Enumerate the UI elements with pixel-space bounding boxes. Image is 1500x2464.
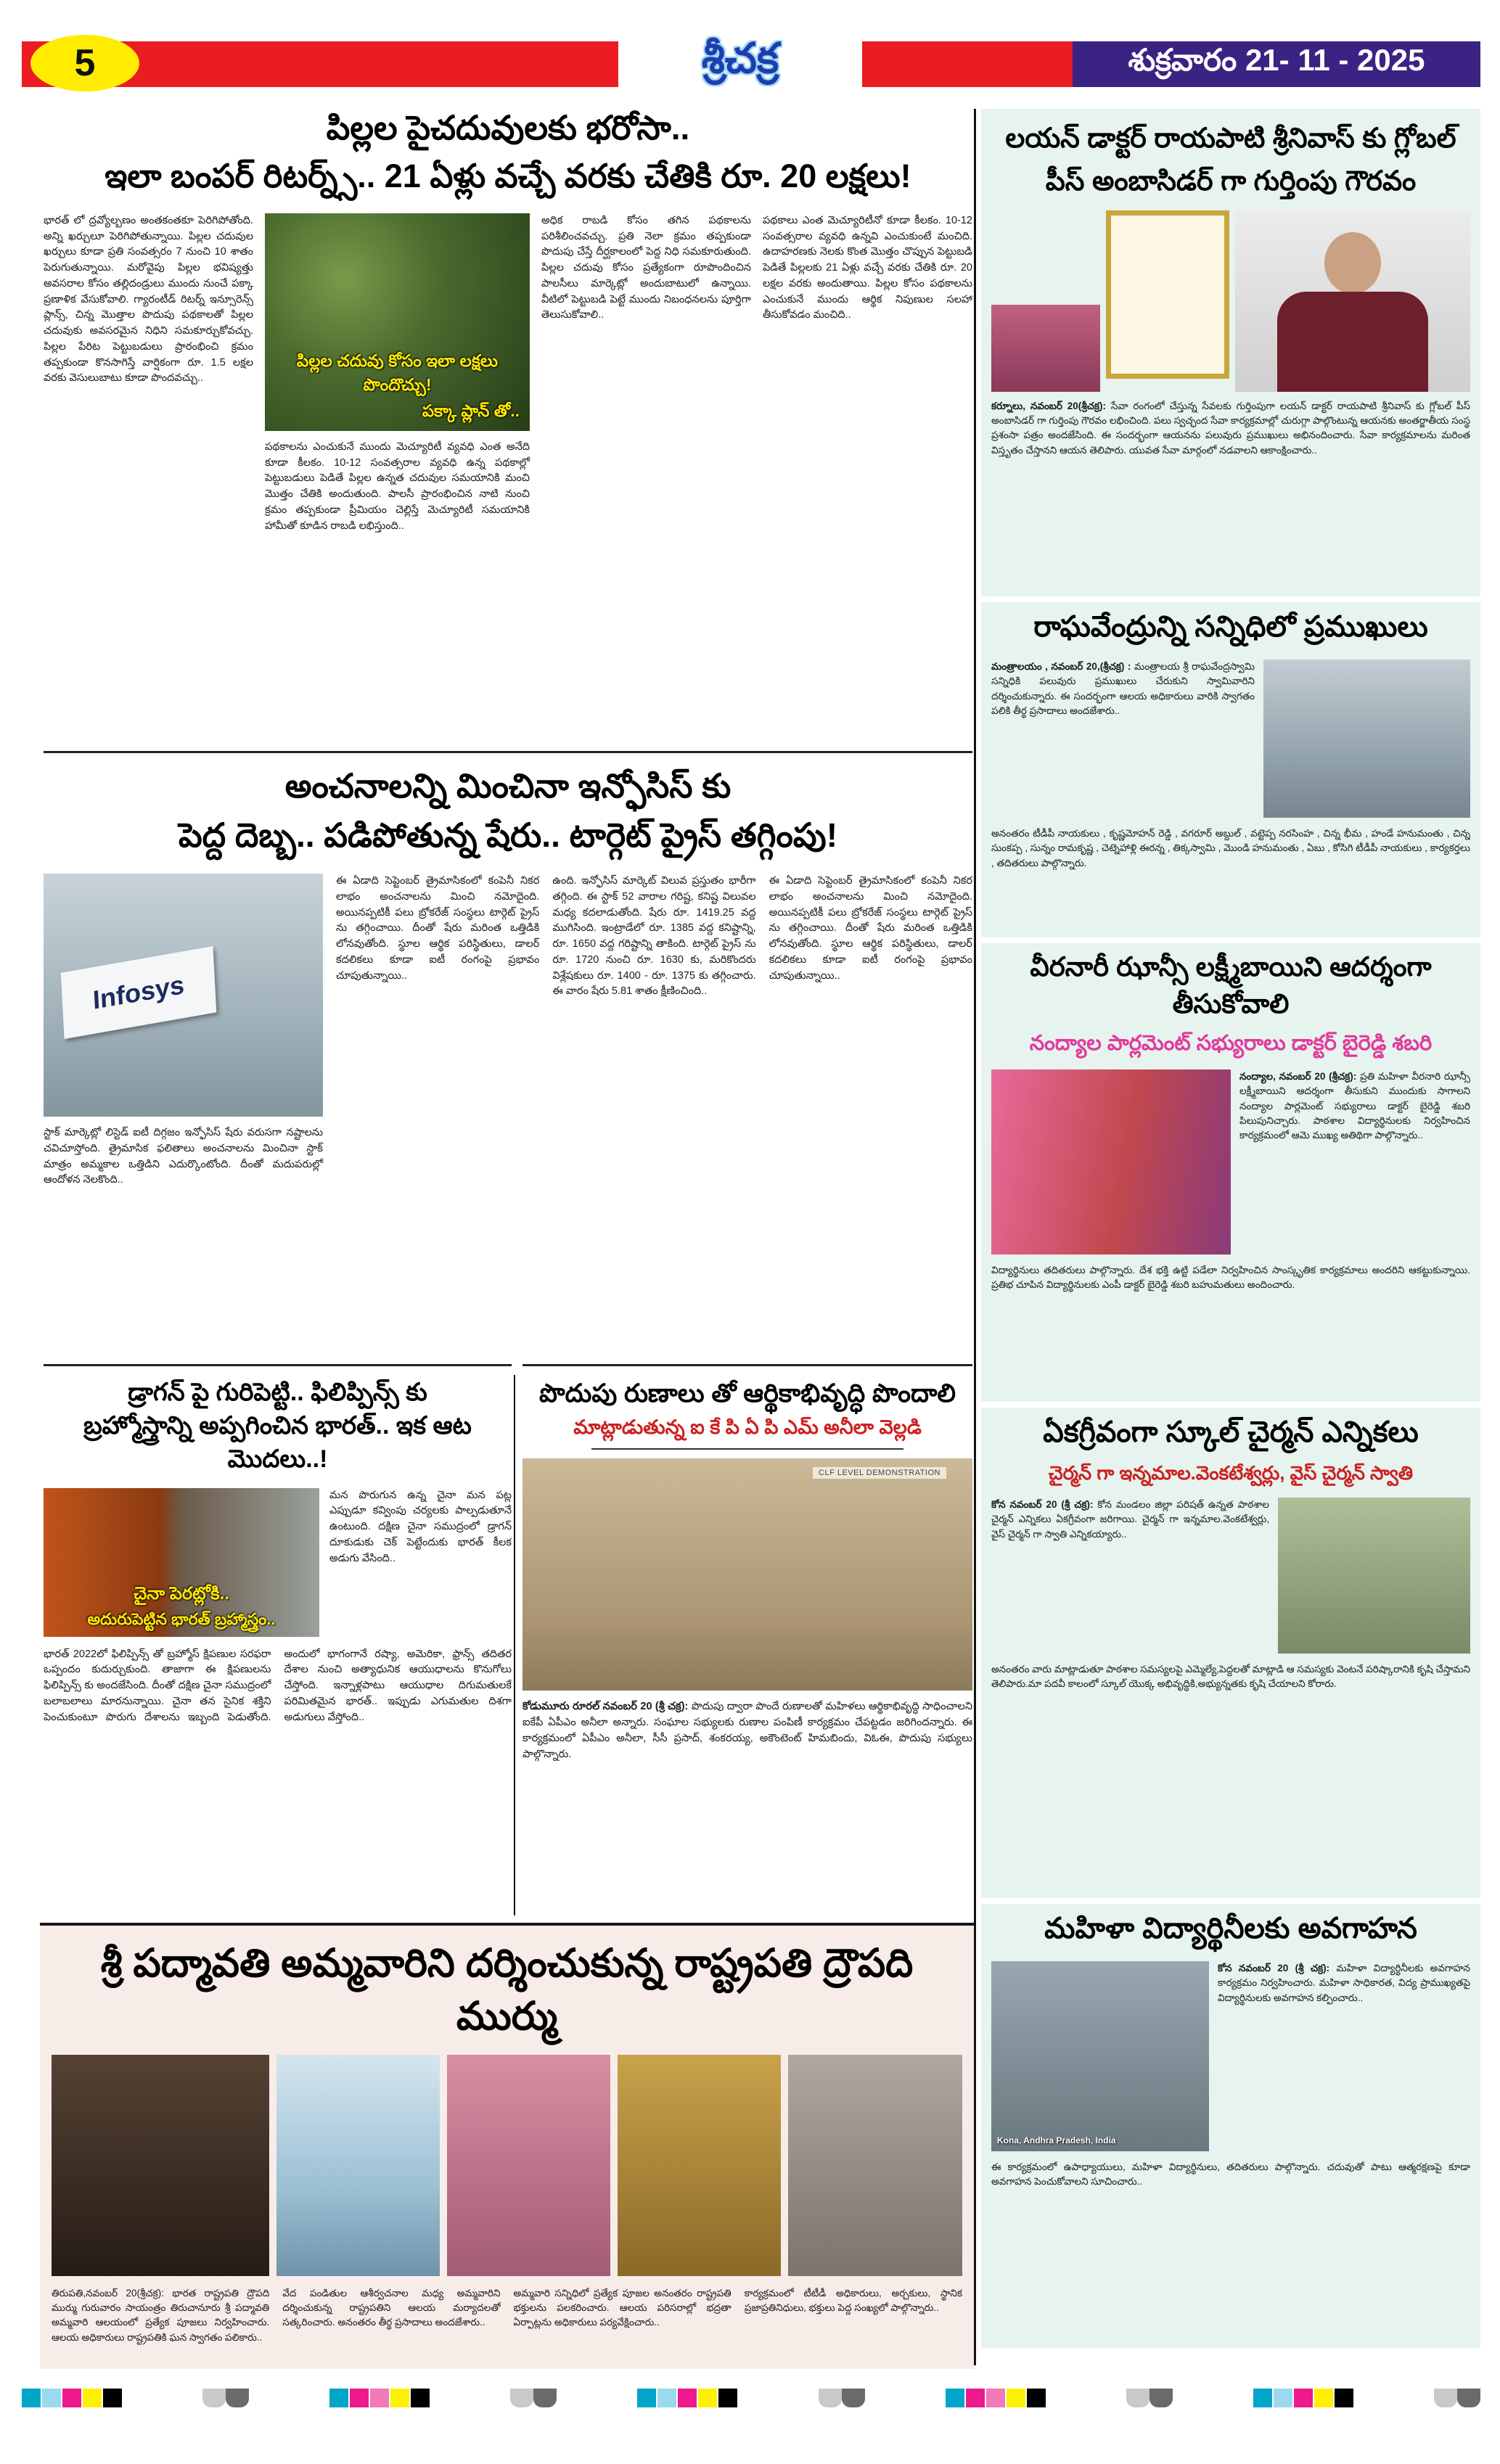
photo-school-group <box>1278 1498 1470 1654</box>
subheadline: చైర్మన్ గా ఇన్నమాల.వెంకటేశ్వర్లు, వైస్ చైర్మన్ స్వాతి <box>1048 1462 1414 1484</box>
dateline: కర్నూలు, నవంబర్ 20(శ్రీచక్ర): <box>991 400 1107 411</box>
page-number: 5 <box>74 42 96 84</box>
photo-caption: పిల్లల చదువు కోసం ఇలా లక్షలు పొందొచ్చు! <box>296 350 499 394</box>
photo-temple-rituals <box>52 2055 269 2276</box>
photo-caption: పక్కా ప్లాన్ తో.. <box>422 401 520 420</box>
body-text: ఈ కార్యక్రమంలో ఉపాధ్యాయులు, మహిళా విద్యార్థినులు, తదితరులు పాల్గొన్నారు. చదువుతో పాటు ఆత్మరక్షణపై కూడా అవగాహన పెంచుకోవాలని సూచించారు.. <box>991 2161 1470 2188</box>
body-text: ప్రతి మహిళా వీరనారి ఝాన్సీ లక్ష్మీబాయిని ఆదర్శంగా తీసుకుని ముందుకు సాగాలని నంద్యాల పార్లమెంట్ సభ్యురాలు డాక్టర్ బైరెడ్డి శబరి పిలుపునిచ్చారు. పాఠశాల విద్యార్థినులకు నిర్వహించిన కార్యక్రమంలో ఆమె ముఖ్య అతిథిగా పాల్గొన్నారు.. <box>1239 1071 1470 1141</box>
photo-mother-child <box>265 213 530 431</box>
article-podupu-loans <box>522 1364 972 1917</box>
article-body <box>522 1699 972 1873</box>
photo-mantralayam-temple <box>1263 660 1470 818</box>
article-president-visit <box>40 1923 974 2369</box>
article-jhansi-lakshmibai <box>981 943 1480 1402</box>
page-number-badge <box>30 35 139 91</box>
headline: లయన్ డాక్టర్ రాయపాటి శ్రీనివాస్ కు గ్లోబల్ <box>1005 123 1456 154</box>
issue-date: శుక్రవారం 21- 11 - 2025 <box>1128 43 1425 77</box>
print-color-bars <box>22 2389 1480 2407</box>
article-school-chairman <box>981 1408 1480 1898</box>
gray-bar <box>202 2389 249 2407</box>
body-column: పథకాలను ఎంచుకునే ముందు మెచ్యూరిటీ వ్యవధి ఎంత అనేది కూడా కీలకం. 10-12 సంవత్సరాల వ్యవధి ఉన్న పథకాల్లో పెట్టుబడులు పెడితే పిల్లల ఉన్నత చదువుల సమయానికి మంచి మొత్తం చేతికి అందుతుంది. పాలసీ ప్రారంభించిన నాటి నుంచి క్రమం తప్పకుండా ప్రీమియం చెల్లిస్తే మెచ్యూరిటీ సమయానికి హామీతో కూడిన రాబడి లభిస్తుంది.. <box>265 440 530 532</box>
photo-temple-interior <box>618 2055 781 2276</box>
body-column: పథకాలు ఎంత మెచ్యూరిటీనో కూడా కీలకం. 10-12 సంవత్సరాల వ్యవధి ఉన్నవి ఎంచుకుంటే మంచిది. ఉదాహరణకు నెలకు కొంత మొత్తం చొప్పున పెట్టుబడి పెడితే పిల్లలకు 21 ఏళ్లు వచ్చే వరకు చేతికి రూ. 20 లక్షల వరకు అందుతాయి. పిల్లల కోసం పథకాలను ఎంచుకునే ముందు ఆర్థిక నిపుణుల సలహా తీసుకోవడం మంచిది.. <box>763 214 972 321</box>
body-column: కార్యక్రమంలో టీటీడీ అధికారులు, అర్చకులు, స్థానిక ప్రజాప్రతినిధులు, భక్తులు పెద్ద సంఖ్యలో పాల్గొన్నారు.. <box>744 2287 962 2314</box>
photo-gopuram <box>276 2055 440 2276</box>
headline: పీస్ అంబాసిడర్ గా గుర్తింపు గౌరవం <box>1045 165 1417 197</box>
dateline: కోన నవంబర్ 20 (శ్రీ చక్ర): <box>1218 1963 1330 1974</box>
article-body: భారత్ 2022లో ఫిలిప్పిన్స్ తో బ్రహ్మోస్ క్షిపణుల సరఫరా ఒప్పందం కుదుర్చుకుంది. తాజాగా ఈ క్షిపణులను ఫిలిప్పిన్స్ కు అందజేసింది. దీంతో దక్షిణ చైనా సముద్రంలో బలాబలాలు మారనున్నాయి. చైనా తన సైనిక శక్తిని పెంచుకుంటూ పొరుగు దేశాలను ఇబ్బంది పెడుతోంది. అందులో భాగంగానే రష్యా, అమెరికా, ఫ్రాన్స్ తదితర దేశాల నుంచి అత్యాధునిక ఆయుధాలను కొనుగోలు చేస్తోంది. ఇన్నాళ్లపాటు ఆయుధాల దిగుమతులకే పరిమితమైన భారత్.. ఇప్పుడు ఎగుమతుల దిశగా అడుగులు వేస్తోంది.. <box>44 1648 512 1723</box>
headline: ఇలా బంపర్ రిటర్న్స్.. 21 ఏళ్లు వచ్చే వరకు చేతికి రూ. 20 లక్షలు! <box>104 157 911 195</box>
headline: రాఘవేంద్రున్ని సన్నిధిలో ప్రముఖులు <box>1033 611 1428 643</box>
photo-doctor-portrait <box>1235 210 1470 392</box>
dateline: కోడుమూరు రూరల్ నవంబర్ 20 (శ్రీ చక్ర): <box>522 1701 689 1713</box>
headline: శ్రీ పద్మావతి అమ్మవారిని దర్శించుకున్న రాష్ట్రపతి ద్రౌపది ముర్ము <box>100 1942 914 2038</box>
photo-xi-modi <box>44 1488 319 1637</box>
article-body <box>991 1498 1269 1654</box>
photo-banner-text: CLF LEVEL DEMONSTRATION <box>813 1467 946 1479</box>
body-column: తిరుపతి,నవంబర్ 20(శ్రీచక్ర): భారత రాష్ట్రపతి ద్రౌపది ముర్ము గురువారం సాయంత్రం తిరుచానూరు శ్రీ పద్మావతి అమ్మవారి ఆలయంలో ప్రత్యేక పూజలు నిర్వహించారు. ఆలయ అధికారులు రాష్ట్రపతికి ఘన స్వాగతం పలికారు.. <box>52 2287 270 2343</box>
body-text: అనంతరం వారు మాట్లాడుతూ పాఠశాల సమస్యలపై ఎమ్మెల్యే,పెద్దలతో మాట్లాడి ఆ సమస్యకు వెంటనే పరిష్కారానికి కృషి చేస్తామని తెలిపారు.మా పదవీ కాలంలో స్కూల్ యొక్క అభివృద్ధికి,అభ్యున్నతకు కృషి చేయాలని కోరారు. <box>991 1664 1470 1690</box>
masthead-logo: శ్రీచక్ర <box>701 35 779 82</box>
cmyk-bar <box>637 2389 737 2407</box>
body-column: స్టాక్ మార్కెట్లో లిస్టెడ్ ఐటీ దిగ్గజం ఇన్ఫోసిస్ షేరు వరుసగా నష్టాలను చవిచూస్తోంది. త్రైమాసిక ఫలితాలు అంచనాలను మించినా స్టాక్ మాత్రం అమ్మకాల ఒత్తిడిని ఎదుర్కొంటోంది. దీంతో మదుపరుల్లో ఆందోళన నెలకొంది.. <box>44 1127 323 1186</box>
dateline: మంత్రాలయం , నవంబర్ 20,(శ్రీచక్ర) : <box>991 661 1131 672</box>
cmyk-bar <box>946 2389 1046 2407</box>
subhead-rule <box>591 1448 903 1450</box>
body-text: అనంతరం టీడీపీ నాయకులు , కృష్ణమోహన్ రెడ్డి , వగరూర్ అబ్దుల్ , వట్టెప్ప నరసింహ , చిన్న భీమ , హండే హనుమంతు , చిన్న సుంకప్ప , సున్నం రామకృష్ణ , చెట్నెహాళ్లి ఈరన్న , తిక్కస్వామి , మొండి హనుమంతు , ఏబు , కోసిగి టీడీపీ నాయకులు , కార్యకర్తలు , తదితరులు పాల్గొన్నారు. <box>991 828 1470 868</box>
headline: ఏకగ్రీవంగా స్కూల్ చైర్మన్ ఎన్నికలు <box>1043 1416 1419 1448</box>
photo-stage-event <box>991 1069 1231 1254</box>
photo-dignitaries <box>788 2055 962 2276</box>
article-infosys <box>44 751 972 1331</box>
photo-felicitation-event <box>991 305 1100 392</box>
subheadline: నంద్యాల పార్లమెంట్ సభ్యురాలు డాక్టర్ బైరెడ్డి శబరి <box>1029 1032 1433 1055</box>
body-text: పొదుపు ద్వారా పొందే రుణాలతో మహిళలు ఆర్థికాభివృద్ధి సాధించాలని ఐకేపీ ఏపీఎం అనీలా అన్నారు. సంఘాల సభ్యులకు రుణాల పంపిణీ కార్యక్రమం చేపట్టడం జరిగిందన్నారు. ఈ కార్యక్రమంలో ఏపీఎం అనీలా, సీసీ ప్రసాద్, శంకరయ్య, అకౌంటెంట్ హిమబిందు, విఓఈ, పొదుపు సభ్యులు పాల్గొన్నారు. <box>522 1701 972 1760</box>
body-text: సేవా రంగంలో చేస్తున్న సేవలకు గుర్తింపుగా లయన్ డాక్టర్ రాయపాటి శ్రీనివాస్ కు గ్లోబల్ పీస్ అంబాసిడర్ గా గుర్తింపు గౌరవం లభించింది. పలు స్వచ్ఛంద సేవా కార్యక్రమాల్లో చురుగ్గా పాల్గొంటున్న ఆయనకు అంతర్జాతీయ సంస్థ ప్రశంసా పత్రం అందజేసింది. ఈ సందర్భంగా ఆయనను పలువురు ప్రముఖులు అభినందించారు. సేవా కార్యక్రమాలను మరింత విస్తృతం చేస్తానని ఆయన తెలిపారు. యువత సేవా మార్గంలో నడవాలని ఆకాంక్షించారు.. <box>991 400 1470 456</box>
photo-caption: అదురుపెట్టిన భారత్ బ్రహ్మాస్త్రం.. <box>87 1609 276 1628</box>
body-column: అమ్మవారి సన్నిధిలో ప్రత్యేక పూజల అనంతరం రాష్ట్రపతి భక్తులను పలకరించారు. ఆలయ పరిసరాల్లో భద్రతా ఏర్పాట్లను అధికారులు పర్యవేక్షించారు.. <box>513 2287 731 2328</box>
body-column: మన పొరుగున ఉన్న చైనా మన పట్ల ఎప్పుడూ కవ్వింపు చర్యలకు పాల్పడుతూనే ఉంటుంది. దక్షిణ చైనా సముద్రంలో డ్రాగన్ దూకుడుకు చెక్ పెట్టేందుకు భారత్ కీలక అడుగు వేసింది.. <box>329 1489 512 1564</box>
body-text: విద్యార్థినులు తదితరులు పాల్గొన్నారు. దేశ భక్తి ఉట్టి పడేలా నిర్వహించిన సాంస్కృతిక కార్యక్రమాలు అందరిని ఆకట్టుకున్నాయి. ప్రతిభ చూపిన విద్యార్థినులకు ఎంపీ డాక్టర్ బైరెడ్డి శబరి బహుమతులు అందించారు. <box>991 1265 1470 1291</box>
dateline: నంద్యాల, నవంబర్ 20 (శ్రీచక్ర): <box>1239 1071 1357 1082</box>
headline: పొదుపు రుణాలు తో ఆర్థికాభివృద్ధి పొందాలి <box>538 1379 956 1408</box>
photo-procession <box>447 2055 610 2276</box>
masthead <box>618 28 862 100</box>
body-text: మంత్రాలయ శ్రీ రాఘవేంద్రస్వామి సన్నిధికి పలువురు ప్రముఖులు చేరుకుని స్వామివారిని దర్శించుకున్నారు. ఈ సందర్భంగా ఆలయ అధికారులు వారికి స్వాగతం పలికి తీర్థ ప్రసాదాలు అందజేశారు.. <box>991 661 1255 716</box>
body-column: ఈ ఏడాది సెప్టెంబర్ త్రైమాసికంలో కంపెనీ నికర లాభం అంచనాలను మించి నమోదైంది. అయినప్పటికీ పలు బ్రోకరేజ్ సంస్థలు టార్గెట్ ప్రైస్ ను తగ్గించాయి. దీంతో షేరు మరింత ఒత్తిడికి లోనవుతోంది. స్థూల ఆర్థిక పరిస్థితులు, డాలర్ కదలికలు కూడా ఐటీ రంగంపై ప్రభావం చూపుతున్నాయి.. <box>769 875 972 982</box>
body-text: మహిళా విద్యార్థినీలకు అవగాహన కార్యక్రమం నిర్వహించారు. మహిళా సాధికారత, విద్య ప్రాముఖ్యతపై విద్యార్థినులకు అవగాహన కల్పించారు.. <box>1218 1963 1470 2003</box>
body-column: భారత్ లో ద్రవ్యోల్బణం అంతకంతకూ పెరిగిపోతోంది. అన్ని ఖర్చులూ పెరిగిపోతున్నాయి. పిల్లల చదువుల ఖర్చులు కూడా ప్రతి సంవత్సరం 7 నుంచి 10 శాతం పెరుగుతున్నాయి. మరోవైపు పిల్లల భవిష్యత్తు అవసరాల కోసం తల్లిదండ్రులు ముందు నుంచే పక్కా ప్రణాళిక వేసుకోవాలి. గ్యారంటీడ్ రిటర్న్ ఇన్సూరెన్స్ ప్లాన్స్, చిన్న మొత్తాల పొదుపు పథకాలతో పిల్లల చదువుకు అవసరమైన నిధిని సమకూర్చుకోవచ్చు. పిల్లల పేరిట పెట్టుబడులు ప్రారంభించి క్రమం తప్పకుండా కొనసాగిస్తే వార్షికంగా రూ. 1.5 లక్షల వరకు వెసులుబాటు కూడా పొందవచ్చు.. <box>44 214 253 385</box>
body-column: అధిక రాబడి కోసం తగిన పథకాలను పరిశీలించవచ్చు. ప్రతి నెలా క్రమం తప్పకుండా పొదుపు చేస్తే దీర్ఘకాలంలో పెద్ద నిధి సమకూరుతుంది. పిల్లల చదువు కోసం ప్రత్యేకంగా రూపొందించిన పాలసీలు మార్కెట్లో అందుబాటులో ఉన్నాయి. వీటిలో పెట్టుబడి పెట్టే ముందు నిబంధనలను పూర్తిగా తెలుసుకోవాలి.. <box>541 214 751 321</box>
cmyk-bar <box>22 2389 122 2407</box>
article-brahmos <box>44 1364 512 1917</box>
headline: బ్రహ్మోస్త్రాన్ని అప్పగించిన భారత్.. ఇక ఆట మొదలు..! <box>83 1411 472 1473</box>
headline: మహిళా విద్యార్థినీలకు అవగాహన <box>1044 1913 1417 1944</box>
article-body <box>1218 1961 1470 2151</box>
body-column: ఉంది. ఇన్ఫోసిస్ మార్కెట్ విలువ ప్రస్తుతం భారీగా తగ్గింది. ఈ స్టాక్ 52 వారాల గరిష్ట, కనిష్ట విలువల మధ్య కదలాడుతోంది. షేరు రూ. 1419.25 వద్ద ముగిసింది. ఇంట్రాడేలో రూ. 1385 వద్ద కనిష్టాన్ని, రూ. 1650 వద్ద గరిష్టాన్ని తాకింది. టార్గెట్ ప్రైస్ ను రూ. 1720 నుంచి రూ. 1630 కు, మరికొందరు విశ్లేషకులు రూ. 1400 - రూ. 1375 కు తగ్గించారు. ఈ వారం షేరు 5.81 శాతం క్షీణించింది.. <box>552 875 756 998</box>
photo-loan-meeting <box>522 1458 972 1691</box>
photo-awareness-event <box>991 1961 1209 2151</box>
article-raghavendra <box>981 602 1480 937</box>
article-body <box>1239 1069 1470 1254</box>
article-bumper-returns <box>44 105 972 747</box>
gray-bar <box>510 2389 557 2407</box>
infosys-sign: Infosys <box>61 946 217 1039</box>
article-lion-doctor <box>981 109 1480 596</box>
headline: పిల్లల పైచదువులకు భరోసా.. <box>326 109 690 147</box>
gray-bar <box>1434 2389 1480 2407</box>
body-text: కోన మండలం జిల్లా పరిషత్ ఉన్నత పాఠశాల చైర్మన్ ఎన్నికలు ఏకగ్రీవంగా జరిగాయి. చైర్మన్ గా ఇన్నమాల.వెంకటేశ్వర్లు, వైస్ చైర్మన్ గా స్వాతి ఎన్నికయ్యారు.. <box>991 1499 1269 1540</box>
body-column: ఈ ఏడాది సెప్టెంబర్ త్రైమాసికంలో కంపెనీ నికర లాభం అంచనాలను మించి నమోదైంది. అయినప్పటికీ పలు బ్రోకరేజ్ సంస్థలు టార్గెట్ ప్రైస్ ను తగ్గించాయి. దీంతో షేరు మరింత ఒత్తిడికి లోనవుతోంది. స్థూల ఆర్థిక పరిస్థితులు, డాలర్ కదలికలు కూడా ఐటీ రంగంపై ప్రభావం చూపుతున్నాయి.. <box>336 875 540 982</box>
cmyk-bar <box>1253 2389 1353 2407</box>
article-body <box>991 399 1470 567</box>
column-divider <box>974 109 976 2365</box>
article-divider <box>514 1375 515 1915</box>
headline: అంచనాలన్ని మించినా ఇన్ఫోసిస్ కు <box>284 767 731 805</box>
photo-caption: చైనా పెరట్లోకి.. <box>133 1583 230 1603</box>
article-body <box>991 660 1255 818</box>
date-banner <box>1073 41 1480 87</box>
photo-infosys-building <box>44 874 323 1117</box>
headline: డ్రాగన్ పై గురిపెట్టి.. ఫిలిప్పిన్స్ కు <box>128 1379 427 1406</box>
photo-certificate <box>1106 210 1229 379</box>
article-mahila-awareness <box>981 1904 1480 2348</box>
dateline: కోన నవంబర్ 20 (శ్రీ చక్ర): <box>991 1499 1094 1510</box>
body-column: వేద పండితుల ఆశీర్వచనాల మధ్య అమ్మవారిని దర్శించుకున్న రాష్ట్రపతిని ఆలయ మర్యాదలతో సత్కరించారు. అనంతరం తీర్థ ప్రసాదాలు అందజేశారు.. <box>282 2287 501 2328</box>
headline: పెద్ద దెబ్బ.. పడిపోతున్న షేరు.. టార్గెట్ ప్రైస్ తగ్గింపు! <box>178 816 838 855</box>
subheadline: మాట్లాడుతున్న ఐ కే పి ఏ పి ఎమ్ అనీలా వెల్లడి <box>573 1416 922 1439</box>
right-column <box>981 109 1480 2354</box>
gray-bar <box>1126 2389 1173 2407</box>
photo-gps-watermark: Kona, Andhra Pradesh, India <box>997 2135 1116 2145</box>
cmyk-bar <box>329 2389 430 2407</box>
gray-bar <box>819 2389 865 2407</box>
headline: వీరనారీ ఝాన్సీ లక్ష్మీబాయిని ఆదర్శంగా తీసుకోవాలి <box>1030 952 1432 1019</box>
